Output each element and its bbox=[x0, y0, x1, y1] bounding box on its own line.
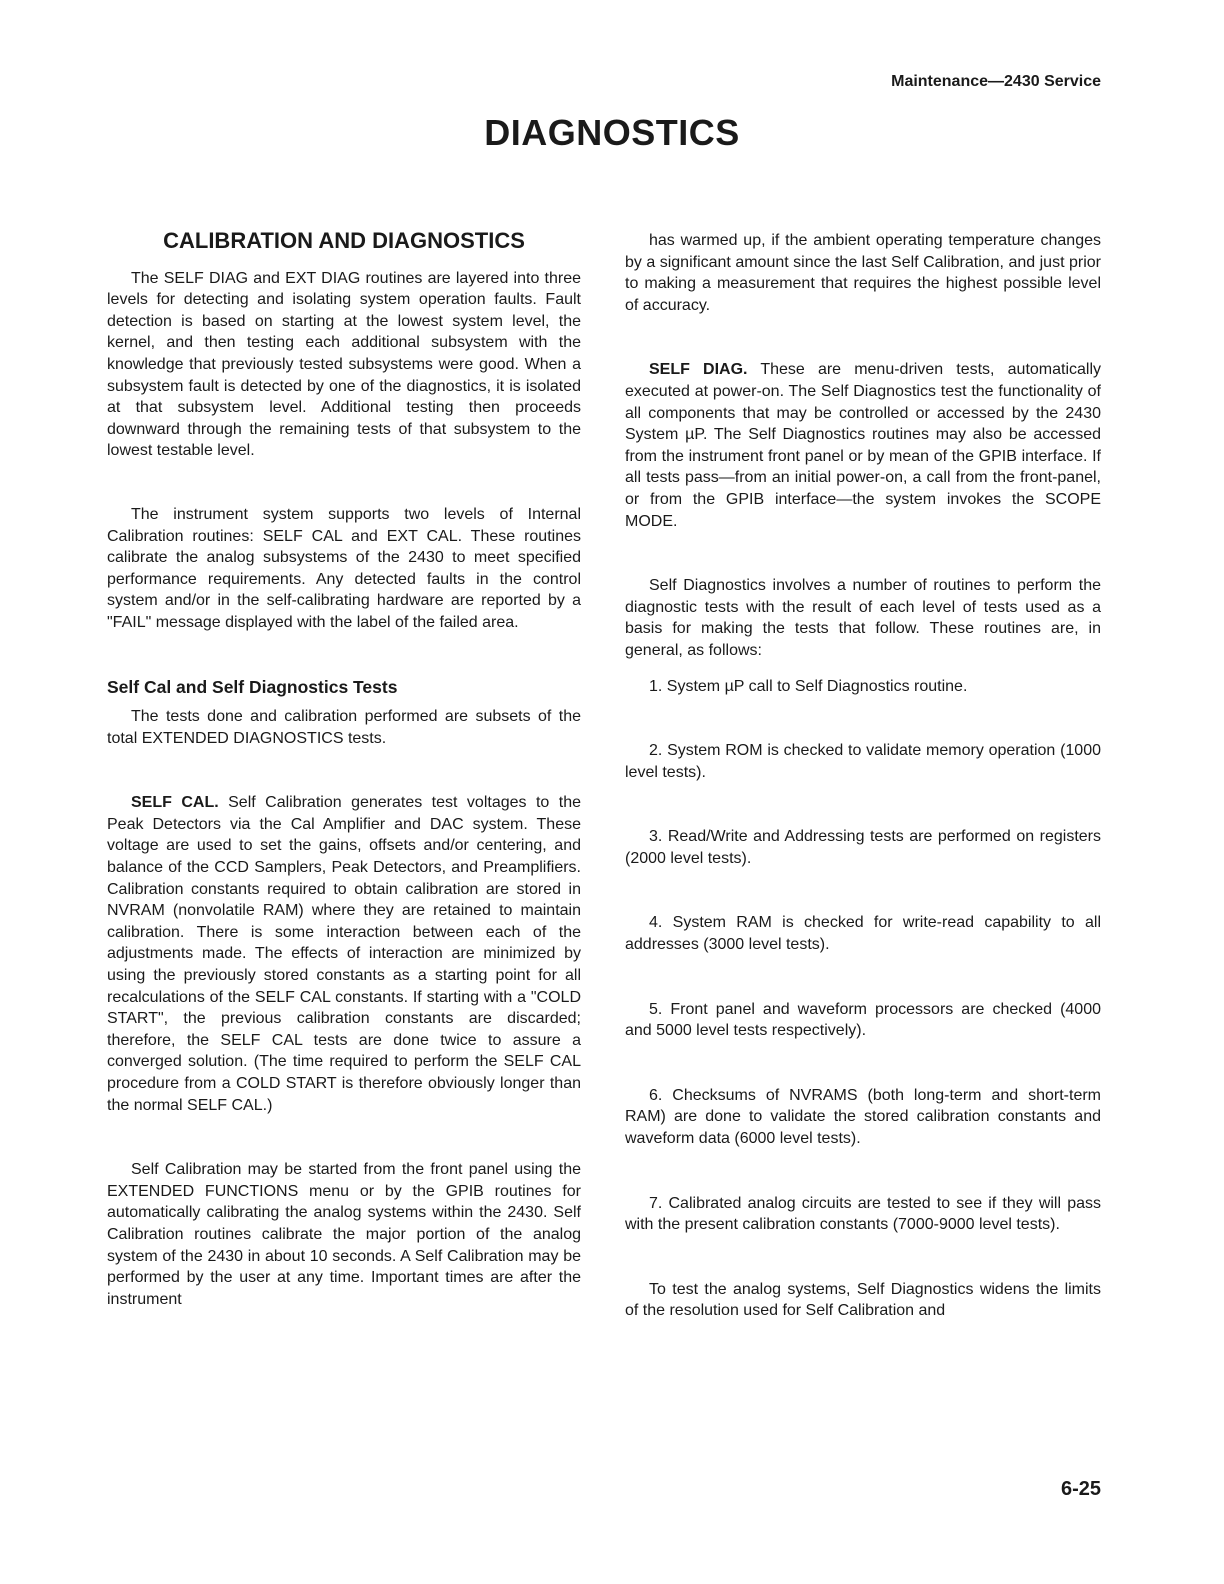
left-column bbox=[107, 230, 581, 1310]
paragraph: Self Diagnostics involves a number of routines to perform the diagnostic tests with the result of each level of tests used as a basis for making the tests that follow. These routines are, in general, as follows: bbox=[625, 577, 1101, 659]
section-heading: CALIBRATION AND DIAGNOSTICS bbox=[163, 228, 525, 253]
paragraph: Self Calibration may be started from the front panel using the EXTENDED FUNCTIONS menu or by the GPIB routines for automatically calibrating the analog systems within the 2430. Self Calibration routines calibrate the major portion of the analog system of the 2430 in about 10 seconds. A Self Calibration may be performed by the user at any time. Important times are after the instrument bbox=[107, 1161, 581, 1308]
paragraph: The SELF DIAG and EXT DIAG routines are layered into three levels for detecting and isolating system operation faults. Fault detection is based on starting at the lowest system level, the kernel, and then testing each additional subsystem with the knowledge that previously tested subsystems were good. When a subsystem fault is detected by one of the diagnostics, it is isolated at that subsystem level. Additional testing then proceeds downward through the remaining tests of that subsystem to the lowest testable level. bbox=[107, 269, 581, 460]
list-item: 1. System µP call to Self Diagnostics routine. bbox=[649, 677, 968, 695]
list-item: 2. System ROM is checked to validate memory operation (1000 level tests). bbox=[625, 742, 1101, 781]
list-item: 6. Checksums of NVRAMS (both long-term and short-term RAM) are done to validate the stored calibration constants and waveform data (6000 level tests). bbox=[625, 1086, 1101, 1148]
run-in-heading: SELF DIAG. bbox=[649, 361, 748, 379]
paragraph-text: These are menu-driven tests, automatically executed at power-on. The Self Diagnostics test the functionality of all components that may be controlled or accessed by the 2430 System µP. The Self Diagnostics routines may also be accessed from the instrument front panel or by mean of the GPIB interface. If all tests pass—from an initial power-on, a call from the front-panel, or from the GPIB interface—the system invokes the SCOPE MODE. bbox=[625, 361, 1102, 530]
self-cal-paragraph bbox=[107, 792, 581, 1116]
running-head: Maintenance—2430 Service bbox=[891, 73, 1101, 90]
list-item: 3. Read/Write and Addressing tests are performed on registers (2000 level tests). bbox=[625, 828, 1101, 867]
run-in-heading: SELF CAL. bbox=[131, 794, 219, 812]
subsection-heading: Self Cal and Self Diagnostics Tests bbox=[107, 676, 398, 697]
self-diag-paragraph bbox=[625, 359, 1101, 532]
paragraph: The instrument system supports two levels of Internal Calibration routines: SELF CAL and EXT CAL. These routines calibrate the analog subsystems of the 2430 to meet specified performance requirements. Any detected faults in the control system and/or in the self-calibrating hardware are reported by a "FAIL" message displayed with the label of the failed area. bbox=[107, 505, 581, 631]
paragraph-text: Self Calibration generates test voltages to the Peak Detectors via the Cal Amplifier and DAC system. These voltage are used to set the gains, offsets and/or centering, and balance of the CCD Samplers, Peak Detectors, and Preamplifiers. Calibration constants required to obtain calibration are stored in NVRAM (nonvolatile RAM) where they are retained to maintain calibration. There is some interaction between each of the adjustments made. The effects of interaction are minimized by using the previously stored constants as a starting point for all recalculations of the SELF CAL constants. If starting with a "COLD START", the previous calibration constants are discarded; therefore, the SELF CAL tests are done twice to assure a converged solution. (The time required to perform the SELF CAL procedure from a COLD START is therefore obviously longer than the normal SELF CAL.) bbox=[107, 794, 581, 1114]
list-item: 4. System RAM is checked for write-read capability to all addresses (3000 level tests). bbox=[625, 914, 1101, 954]
right-column bbox=[625, 230, 1101, 1322]
paragraph: To test the analog systems, Self Diagnostics widens the limits of the resolution used for Self Calibration and bbox=[625, 1280, 1101, 1320]
list-item: 7. Calibrated analog circuits are tested to see if they will pass with the present calibration constants (7000-9000 level tests). bbox=[625, 1194, 1101, 1234]
paragraph: has warmed up, if the ambient operating temperature changes by a significant amount since the last Self Calibration, and just prior to making a measurement that requires the highest possible level of accuracy. bbox=[625, 232, 1101, 314]
page-number: 6-25 bbox=[1060, 1478, 1101, 1500]
page-title: DIAGNOSTICS bbox=[484, 112, 740, 153]
paragraph: The tests done and calibration performed are subsets of the total EXTENDED DIAGNOSTICS tests. bbox=[107, 708, 581, 747]
list-item: 5. Front panel and waveform processors are checked (4000 and 5000 level tests respectively). bbox=[625, 1000, 1101, 1040]
